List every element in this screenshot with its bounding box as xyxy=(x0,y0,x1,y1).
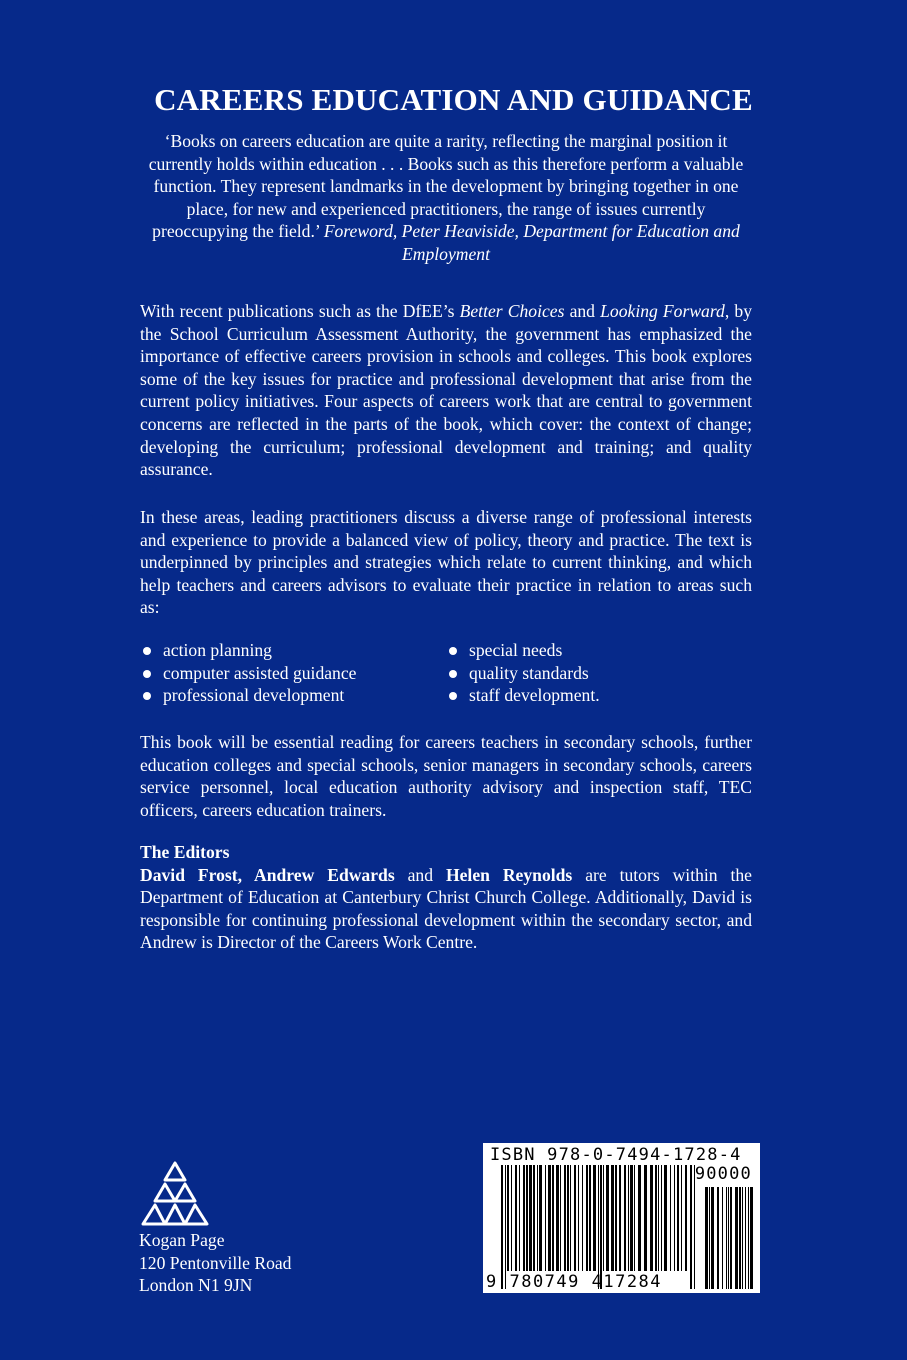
barcode-bar xyxy=(745,1187,746,1289)
bullet-icon xyxy=(449,647,457,655)
topic-item xyxy=(140,639,356,662)
editors-bio: are tutors within the Department of Education at Canterbury Christ Church College. Additionally, David is responsible for continuing professional development within the secondary sector, and Andrew is Director of the Careers Work Centre. xyxy=(140,864,752,953)
practitioners-paragraph: In these areas, leading practitioners discuss a diverse range of professional interests and experience to provide a balanced view of policy, theory and practice. The text is underpinned by principles and strategies which relate to current thinking, and which help teachers and careers advisors to evaluate their practice in relation to areas such as: xyxy=(140,507,752,618)
editor-names: David Frost, Andrew Edwards xyxy=(140,864,395,885)
ean-digits: 9 780749 417284 xyxy=(486,1272,663,1292)
publisher-name: Kogan Page xyxy=(139,1230,225,1250)
barcode-bar xyxy=(711,1187,714,1289)
barcode-bar xyxy=(674,1165,675,1271)
topic-label: special needs xyxy=(469,640,563,660)
barcode-bar xyxy=(705,1187,708,1289)
barcode-bar xyxy=(735,1187,738,1289)
barcode-bar xyxy=(619,1165,621,1271)
topic-item xyxy=(140,684,356,707)
barcode-bar xyxy=(658,1165,659,1271)
bullet-icon xyxy=(143,692,151,700)
barcode-bar xyxy=(730,1187,732,1289)
description-paragraph xyxy=(140,300,752,481)
barcode-bar xyxy=(589,1165,591,1271)
barcode-bar xyxy=(606,1165,609,1271)
barcode-bar xyxy=(722,1187,723,1289)
barcode-bar xyxy=(728,1187,729,1289)
barcode-bar xyxy=(748,1187,749,1289)
barcode-bar xyxy=(664,1165,667,1271)
barcode-bar xyxy=(574,1165,576,1271)
barcode-bar xyxy=(556,1165,559,1271)
bullet-icon xyxy=(449,692,457,700)
barcode-bar xyxy=(615,1165,617,1271)
barcode-bar xyxy=(670,1165,671,1271)
barcode-bar xyxy=(630,1165,633,1271)
price-addon: 90000 xyxy=(694,1164,752,1184)
barcode-bar xyxy=(750,1187,753,1289)
barcode-bar xyxy=(624,1165,626,1271)
barcode-bar xyxy=(507,1165,509,1271)
barcode-bar xyxy=(709,1187,710,1289)
barcode-bar xyxy=(582,1165,583,1271)
publication-better-choices: Better Choices xyxy=(459,301,565,321)
barcode-bar xyxy=(681,1165,682,1271)
topic-item xyxy=(446,662,600,685)
editors-section xyxy=(140,841,752,954)
barcode-bar xyxy=(578,1165,579,1271)
barcode-bar xyxy=(628,1165,629,1271)
kogan-page-logo-icon xyxy=(138,1160,212,1228)
barcode-bar xyxy=(717,1187,719,1289)
barcode-bar xyxy=(650,1165,653,1271)
topic-list-left xyxy=(140,639,356,707)
book-title: CAREERS EDUCATION AND GUIDANCE xyxy=(154,82,753,117)
topic-list-right xyxy=(446,639,600,707)
topic-label: professional development xyxy=(163,685,345,706)
barcode-bar xyxy=(638,1165,641,1271)
barcode-bar xyxy=(505,1165,506,1289)
topic-label: quality standards xyxy=(469,662,589,683)
p2-a: With recent publications such as the DfEE’s xyxy=(140,301,460,321)
barcode-bar xyxy=(545,1165,546,1271)
barcode-bar xyxy=(526,1165,528,1271)
barcode-bar xyxy=(537,1165,538,1271)
barcode-bar xyxy=(742,1187,743,1289)
barcode-bar xyxy=(677,1165,679,1271)
barcode-bar xyxy=(564,1165,566,1271)
barcode-bar xyxy=(552,1165,554,1271)
barcode-bar xyxy=(560,1165,561,1271)
p2-e: , by the School Curriculum Assessment Authority, the government has emphasized the importance of effective careers provision in schools and colleges. This book explores some of the key issues for practice and professional development that arise from the current policy initiatives. Four aspects of careers work that are central to government concerns are reflected in the parts of the book, which cover: the context of change; developing the curriculum; professional development and training; and quality assurance. xyxy=(140,301,752,480)
topic-label: staff development. xyxy=(469,685,600,706)
barcode-bar xyxy=(511,1165,512,1271)
barcode-bar xyxy=(644,1165,647,1271)
isbn-barcode xyxy=(483,1143,760,1293)
topic-label: computer assisted guidance xyxy=(163,662,357,683)
barcode-bar xyxy=(567,1165,569,1271)
barcode-bar xyxy=(529,1165,532,1271)
p2-c: and xyxy=(564,301,601,321)
barcode-bar xyxy=(690,1165,692,1289)
isbn-text: ISBN 978-0-7494-1728-4 xyxy=(490,1145,742,1165)
barcode-bar xyxy=(515,1165,517,1271)
bullet-icon xyxy=(143,647,151,655)
foreword-quote xyxy=(140,130,752,266)
barcode-bar xyxy=(655,1165,657,1271)
editors-and: and xyxy=(394,864,446,885)
topic-label: action planning xyxy=(163,640,272,660)
barcode-bar xyxy=(634,1165,635,1271)
address-line-1: 120 Pentonville Road xyxy=(139,1252,292,1273)
barcode-bar xyxy=(539,1165,542,1271)
barcode-bar xyxy=(726,1187,727,1289)
editors-heading: The Editors xyxy=(140,842,230,862)
topic-item xyxy=(446,639,600,662)
publication-looking-forward: Looking Forward xyxy=(600,301,725,321)
address-line-2: London N1 9JN xyxy=(139,1275,253,1296)
barcode-bar xyxy=(598,1165,599,1289)
topic-item xyxy=(446,684,600,707)
barcode-bar xyxy=(523,1165,525,1271)
barcode-bar xyxy=(600,1165,602,1289)
barcode-bar xyxy=(603,1165,604,1271)
bullet-icon xyxy=(143,670,151,678)
barcode-bar xyxy=(501,1165,503,1289)
barcode-bar xyxy=(685,1165,687,1271)
quote-attribution: Foreword, Peter Heaviside, Department for Education and Employment xyxy=(323,221,740,264)
barcode-bar xyxy=(533,1165,535,1271)
barcode-bar xyxy=(519,1165,520,1271)
barcode-bar xyxy=(661,1165,662,1271)
publisher-address xyxy=(139,1229,291,1297)
barcode-bar xyxy=(548,1165,551,1271)
barcode-bar xyxy=(739,1187,741,1289)
bullet-icon xyxy=(449,670,457,678)
barcode-bar xyxy=(611,1165,614,1271)
barcode-bar xyxy=(593,1165,596,1271)
editor-name-helen: Helen Reynolds xyxy=(445,864,573,885)
quote-text: ‘Books on careers education are quite a rarity, reflecting the marginal position it currently holds within education . . . Books such as this therefore perform a valuable function. They represent landmarks in the development by bringing together in one place, for new and experienced practitioners, the range of issues currently preoccupying the field.’ xyxy=(148,131,744,242)
barcode-bar xyxy=(570,1165,571,1271)
audience-paragraph: This book will be essential reading for careers teachers in secondary schools, further education colleges and special schools, senior managers in secondary schools, careers service personnel, local education authority advisory and inspection staff, TEC officers, careers education trainers. xyxy=(140,732,752,820)
barcode-bar xyxy=(586,1165,588,1271)
topic-item xyxy=(140,662,356,685)
